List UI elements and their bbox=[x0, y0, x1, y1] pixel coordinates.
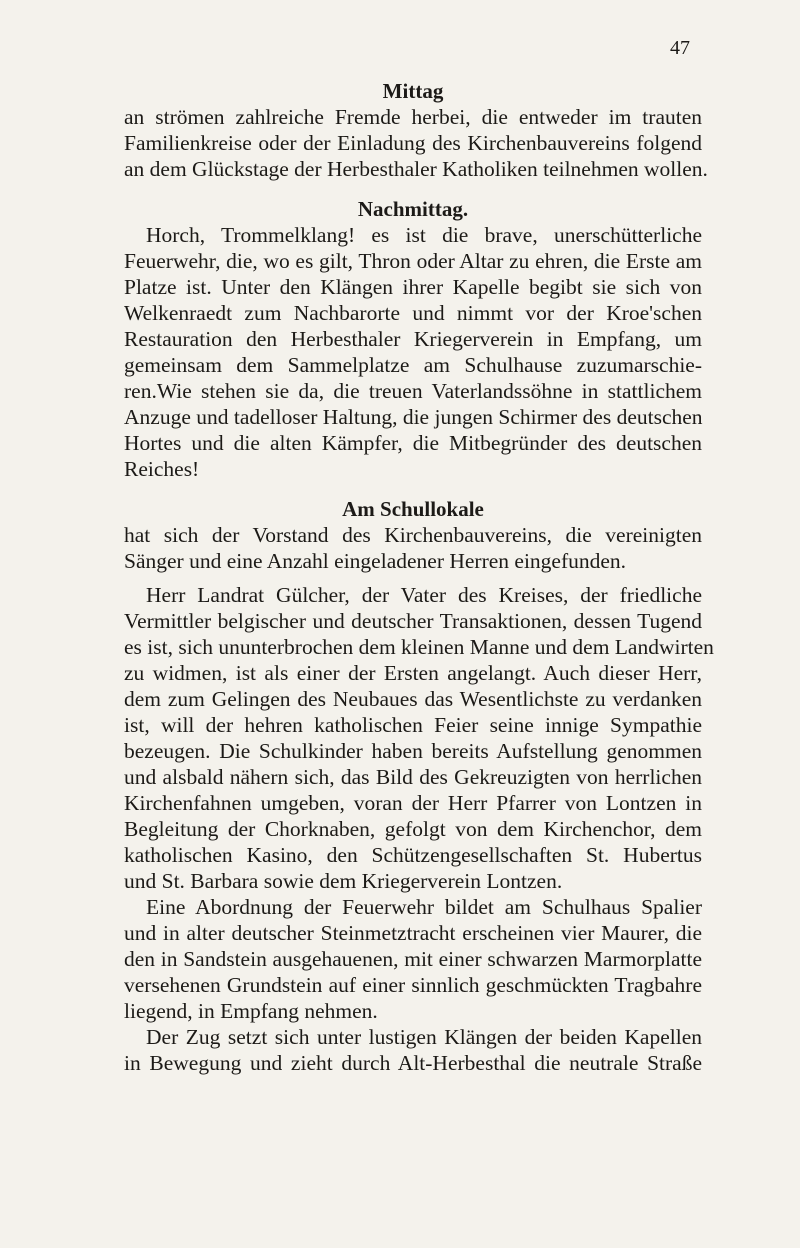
text-line: in Bewegung und zieht durch Alt-Herbesthal die neutrale Straße bbox=[124, 1051, 702, 1075]
text-line: Welkenraedt zum Nachbarorte und nimmt vor der Kroe'schen bbox=[124, 301, 702, 325]
section-heading-nachmittag: Nachmittag. bbox=[357, 197, 469, 221]
section-heading-am-schullokale: Am Schullokale bbox=[342, 497, 484, 521]
text-line: gemeinsam dem Sammelplatze am Schulhause zuzumarschie- bbox=[124, 353, 702, 377]
paragraph bbox=[124, 894, 702, 1024]
text-line: Restauration den Herbesthaler Kriegerverein in Empfang, um bbox=[124, 327, 702, 351]
text-line: Familienkreise oder der Einladung des Kirchenbauvereins folgend bbox=[124, 131, 702, 155]
paragraph bbox=[124, 104, 708, 182]
paragraph bbox=[124, 582, 714, 894]
text-line: Hortes und die alten Kämpfer, die Mitbegründer des deutschen bbox=[124, 431, 702, 455]
page-number: 47 bbox=[670, 37, 690, 59]
text-line: dem zum Gelingen des Neubaues das Wesentlichste zu verdanken bbox=[124, 687, 702, 711]
paragraph-gap bbox=[124, 574, 702, 582]
text-line: Kirchenfahnen umgeben, voran der Herr Pfarrer von Lontzen in bbox=[124, 791, 702, 815]
text-line: zu widmen, ist als einer der Ersten angelangt. Auch dieser Herr, bbox=[124, 661, 702, 685]
text-line: und in alter deutscher Steinmetztracht erscheinen vier Maurer, die bbox=[124, 921, 702, 945]
text-line: ren.Wie stehen sie da, die treuen Vaterlandssöhne in stattlichem bbox=[124, 379, 702, 403]
text-line: Anzuge und tadelloser Haltung, die jungen Schirmer des deutschen bbox=[124, 405, 703, 429]
text-line: Platze ist. Unter den Klängen ihrer Kapelle begibt sie sich von bbox=[124, 275, 702, 299]
text-line: Begleitung der Chorknaben, gefolgt von dem Kirchenchor, dem bbox=[124, 817, 702, 841]
paragraph bbox=[124, 522, 702, 574]
text-line: und alsbald nähern sich, das Bild des Gekreuzigten von herrlichen bbox=[124, 765, 702, 789]
text-line: katholischen Kasino, den Schützengesellschaften St. Hubertus bbox=[124, 843, 702, 867]
text-line: bezeugen. Die Schulkinder haben bereits Aufstellung genommen bbox=[124, 739, 702, 763]
text-line: den in Sandstein ausgehauenen, mit einer schwarzen Marmorplatte bbox=[124, 947, 702, 971]
text-line: Eine Abordnung der Feuerwehr bildet am Schulhaus Spalier bbox=[146, 895, 702, 919]
text-line: hat sich der Vorstand des Kirchenbauvereins, die vereinigten bbox=[124, 523, 702, 547]
text-line: liegend, in Empfang nehmen. bbox=[124, 999, 378, 1023]
section-heading-mittag: Mittag bbox=[382, 79, 444, 103]
text-line: und St. Barbara sowie dem Kriegerverein Lontzen. bbox=[124, 869, 563, 893]
text-line: an dem Glückstage der Herbesthaler Katholiken teilnehmen wollen. bbox=[124, 157, 708, 181]
text-body bbox=[124, 78, 714, 1076]
paragraph bbox=[124, 1024, 702, 1076]
text-line: versehenen Grundstein auf einer sinnlich geschmückten Tragbahre bbox=[124, 973, 702, 997]
text-line: Vermittler belgischer und deutscher Transaktionen, dessen Tugend bbox=[124, 609, 702, 633]
paragraph bbox=[124, 222, 702, 482]
text-line: Sänger und eine Anzahl eingeladener Herren eingefunden. bbox=[124, 549, 627, 573]
text-line: es ist, sich ununterbrochen dem kleinen Manne und dem Landwirten bbox=[124, 635, 714, 659]
text-line: Feuerwehr, die, wo es gilt, Thron oder Altar zu ehren, die Erste am bbox=[124, 249, 702, 273]
text-line: an strömen zahlreiche Fremde herbei, die entweder im trauten bbox=[124, 105, 702, 129]
text-line: Herr Landrat Gülcher, der Vater des Kreises, der friedliche bbox=[146, 583, 702, 607]
text-line: ist, will der hehren katholischen Feier seine innige Sympathie bbox=[124, 713, 702, 737]
text-line: Reiches! bbox=[124, 457, 200, 481]
text-line: Der Zug setzt sich unter lustigen Klängen der beiden Kapellen bbox=[146, 1025, 702, 1049]
text-line: Horch, Trommelklang! es ist die brave, unerschütterliche bbox=[146, 223, 702, 247]
